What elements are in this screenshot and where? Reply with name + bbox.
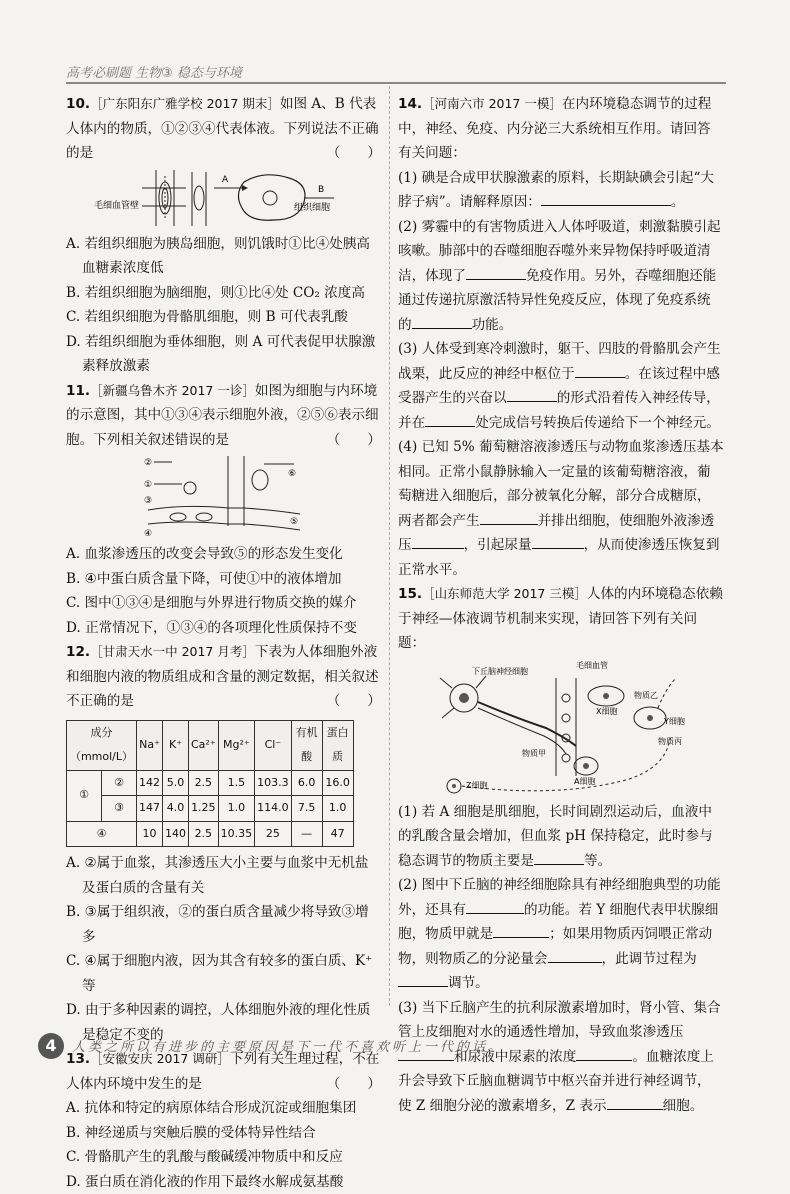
composition-table: [66, 720, 354, 848]
question-source: ［河南六市 2017 一模］: [422, 96, 562, 111]
col-na: Na⁺: [137, 720, 163, 770]
option-b: B. 若组织细胞为脑细胞，则①比④处 CO₂ 浓度高: [66, 281, 381, 306]
label-x-cell: X细胞: [596, 707, 617, 716]
label-tissue-cell: 组织细胞: [294, 201, 330, 213]
option-c: C. 骨骼肌产生的乳酸与酸碱缓冲物质中和反应: [66, 1145, 381, 1170]
q15-part-3: [398, 996, 724, 1119]
text: 。: [671, 194, 685, 210]
question-11: [66, 379, 381, 453]
option-c: C. 图中①③④是细胞与外界进行物质交换的媒介: [66, 591, 381, 616]
cell: 4.0: [163, 796, 189, 822]
question-12: [66, 640, 381, 714]
cell: 140: [163, 821, 189, 847]
header-label: 成分: [69, 721, 134, 746]
left-column: [66, 92, 381, 1194]
question-source: ［山东师范大学 2017 三模］: [422, 586, 587, 601]
q15-part-1: [398, 800, 724, 874]
answer-blank[interactable]: [507, 387, 557, 402]
label-capillary: 毛细血管壁: [94, 199, 139, 211]
option-a: A. 若组织细胞为胰岛细胞，则饥饿时①比④处胰高血糖素浓度低: [66, 232, 381, 281]
right-column: [398, 92, 724, 1118]
text: 。血糖浓度上升会导致下丘脑血糖调节中枢兴奋并进行神经调节，使 Z 细胞分泌的激素增多，Z 表示: [398, 1049, 714, 1114]
q15-part-2: [398, 873, 724, 996]
column-divider: [389, 86, 390, 1006]
text: (1) 碘是合成甲状腺激素的原料，长期缺碘会引起“大脖子病”。请解释原因：: [398, 170, 714, 211]
header-rule: [66, 82, 726, 84]
question-stem: 下列有关生理过程，不在人体内环境中发生的是: [66, 1051, 379, 1092]
text: (2) 图中下丘脑的神经细胞除具有神经细胞典型的功能外，还具有: [398, 877, 721, 918]
q11-diagram: [144, 454, 304, 540]
q15-diagram: [426, 658, 696, 798]
answer-blank[interactable]: [412, 534, 464, 549]
answer-bracket: （ ）: [327, 689, 381, 714]
text: ，引起尿量: [464, 537, 532, 553]
text: (3) 人体受到寒冷刺激时，躯干、四肢的骨骼肌会产生战栗，此反应的神经中枢位于: [398, 341, 721, 382]
q14-part-3: [398, 337, 724, 435]
question-source: ［广东阳东广雅学校 2017 期末］: [90, 96, 280, 111]
question-source: ［安徽安庆 2017 调研］: [90, 1051, 230, 1066]
cell: 25: [255, 821, 292, 847]
cell: 16.0: [322, 770, 353, 796]
answer-blank[interactable]: [607, 1095, 663, 1110]
text: 功能。: [472, 317, 513, 333]
cell: 6.0: [291, 770, 322, 796]
svg-text:⑥: ⑥: [288, 469, 296, 479]
text: 调节。: [448, 975, 489, 991]
answer-blank[interactable]: [575, 363, 625, 378]
col-mg: Mg²⁺: [218, 720, 255, 770]
cell: 1.5: [218, 770, 255, 796]
text: (4) 已知 5% 葡萄糖溶液渗透压与动物血浆渗透压基本相同。正常小鼠静脉输入一定量的该葡萄糖溶液，葡萄糖进入细胞后，部分被氧化分解，部分合成糖原，两者都会产生: [398, 439, 724, 529]
cell: 2.5: [189, 770, 219, 796]
option-b: B. 神经递质与突触后膜的受体特异性结合: [66, 1121, 381, 1146]
option-d: D. 由于多种因素的调控，人体细胞外液的理化性质是稳定不变的: [66, 998, 381, 1047]
svg-text:①: ①: [144, 480, 152, 490]
header-unit: （mmol/L）: [69, 745, 134, 770]
cell: 7.5: [291, 796, 322, 822]
question-stem: 在内环境稳态调节的过程中，神经、免疫、内分泌三大系统相互作用。请回答有关问题：: [398, 96, 711, 161]
question-15: [398, 582, 724, 656]
question-source: ［甘肃天水一中 2017 月考］: [90, 644, 255, 659]
label-capillary: 毛细血管: [576, 660, 608, 670]
label-substance-bing: 物质丙: [658, 736, 682, 746]
answer-blank[interactable]: [412, 314, 472, 329]
text: 等。: [584, 853, 611, 869]
label-substance-yi: 物质乙: [634, 690, 658, 700]
label-a: A: [222, 175, 229, 185]
row-group: ①: [67, 770, 102, 821]
answer-blank[interactable]: [466, 265, 526, 280]
answer-blank[interactable]: [532, 534, 584, 549]
answer-blank[interactable]: [548, 948, 602, 963]
cell: 1.25: [189, 796, 219, 822]
answer-blank[interactable]: [576, 1046, 632, 1061]
question-stem: 下表为人体细胞外液和细胞内液的物质组成和含量的测定数据，相关叙述不正确的是: [66, 644, 379, 709]
label-a-cell: A细胞: [574, 777, 595, 786]
option-a: A. ②属于血浆，其渗透压大小主要与血浆中无机盐及蛋白质的含量有关: [66, 851, 381, 900]
text: (2) 雾霾中的有害物质进入人体呼吸道，刺激黏膜引起咳嗽。肺部中的吞噬细胞吞噬外来异物保持呼吸道清洁，体现了: [398, 219, 721, 284]
text: ，此调节过程为: [602, 951, 697, 967]
table-row: [67, 796, 354, 822]
answer-bracket: （ ）: [327, 428, 381, 453]
q10-diagram: [94, 168, 354, 230]
svg-text:④: ④: [144, 529, 152, 539]
cell: —: [291, 821, 322, 847]
table-row: [67, 770, 354, 796]
row-id: ④: [67, 821, 137, 847]
question-14: [398, 92, 724, 166]
text: (3) 当下丘脑产生的抗利尿激素增加时，肾小管、集合管上皮细胞对水的通透性增加，导致血浆渗透压: [398, 1000, 721, 1041]
question-number: 11.: [66, 383, 90, 399]
question-stem: 人体的内环境稳态依赖于神经—体液调节机制来实现，请回答下列有关问题：: [398, 586, 723, 651]
cell: 2.5: [189, 821, 219, 847]
answer-blank[interactable]: [425, 412, 475, 427]
q14-part-2: [398, 215, 724, 338]
option-b: B. ③属于组织液，②的蛋白质含量减少将导致③增多: [66, 900, 381, 949]
question-number: 15.: [398, 586, 422, 602]
answer-blank[interactable]: [493, 923, 549, 938]
text: 。在该过程中感受器产生的兴奋以: [398, 366, 720, 407]
table-header-component: [67, 720, 137, 770]
answer-bracket: （ ）: [327, 1072, 381, 1097]
option-a: A. 抗体和特定的病原体结合形成沉淀或细胞集团: [66, 1096, 381, 1121]
cell: 142: [137, 770, 163, 796]
option-d: D. 蛋白质在消化液的作用下最终水解成氨基酸: [66, 1170, 381, 1194]
option-c: C. ④属于细胞内液，因为其含有较多的蛋白质、K⁺等: [66, 949, 381, 998]
answer-blank[interactable]: [480, 510, 538, 525]
cell: 47: [322, 821, 353, 847]
cell: 10.35: [218, 821, 255, 847]
cell: 1.0: [322, 796, 353, 822]
cell: 1.0: [218, 796, 255, 822]
option-b: B. ④中蛋白质含量下降，可使①中的液体增加: [66, 567, 381, 592]
answer-blank[interactable]: [398, 972, 448, 987]
running-header: 高考必刷题 生物③ 稳态与环境: [66, 62, 386, 82]
cell: 10: [137, 821, 163, 847]
text: 的形式沿着传入神经传导，并在: [398, 390, 720, 431]
text: 并排出细胞，使细胞外液渗透压: [398, 513, 714, 554]
text: ，从而使渗透压恢复到正常水平。: [398, 537, 720, 578]
cell: 147: [137, 796, 163, 822]
svg-text:③: ③: [144, 496, 152, 506]
col-protein: 蛋白质: [322, 720, 353, 770]
svg-text:⑤: ⑤: [290, 517, 298, 527]
cell: 5.0: [163, 770, 189, 796]
answer-blank[interactable]: [466, 899, 524, 914]
label-z-cell: Z细胞: [466, 781, 487, 790]
answer-blank[interactable]: [541, 191, 671, 206]
cell: 114.0: [255, 796, 292, 822]
label-substance-jia: 物质甲: [522, 748, 546, 758]
text: 和尿液中尿素的浓度: [454, 1049, 576, 1065]
option-a: A. 血浆渗透压的改变会导致⑤的形态发生变化: [66, 542, 381, 567]
table-row: [67, 821, 354, 847]
text: 免疫作用。另外，吞噬细胞还能通过传递抗原激活特异性免疫反应，体现了免疫系统的: [398, 268, 716, 333]
answer-blank[interactable]: [534, 850, 584, 865]
option-d: D. 若组织细胞为垂体细胞，则 A 可代表促甲状腺激素释放激素: [66, 330, 381, 379]
q14-part-1: [398, 166, 724, 215]
text: ；如果用物质丙饲喂正常动物，则物质乙的分泌量会: [398, 926, 712, 967]
question-10: [66, 92, 381, 166]
text: 的功能。若 Y 细胞代表甲状腺细胞，物质甲就是: [398, 902, 718, 943]
answer-bracket: （ ）: [327, 141, 381, 166]
option-c: C. 若组织细胞为骨骼肌细胞，则 B 可代表乳酸: [66, 305, 381, 330]
footer-quote: 人类之所以有进步的主要原因是下一代不喜欢听上一代的话。: [72, 1036, 572, 1055]
question-source: ［新疆乌鲁木齐 2017 一诊］: [90, 383, 255, 398]
question-stem: 如图为细胞与内环境的示意图，其中①③④表示细胞外液，②⑤⑥表示细胞。下列相关叙述错误的是: [66, 383, 379, 448]
question-number: 12.: [66, 644, 90, 660]
text: (1) 若 A 细胞是肌细胞，长时间剧烈运动后，血液中的乳酸含量会增加，但血浆 pH 保持稳定，此时参与稳态调节的物质主要是: [398, 804, 713, 869]
col-ca: Ca²⁺: [189, 720, 219, 770]
label-b: B: [318, 185, 324, 195]
text: 细胞。: [663, 1098, 704, 1114]
question-number: 14.: [398, 96, 422, 112]
option-d: D. 正常情况下，①③④的各项理化性质保持不变: [66, 616, 381, 641]
col-cl: Cl⁻: [255, 720, 292, 770]
row-id: ②: [102, 770, 137, 796]
question-number: 10.: [66, 96, 90, 112]
label-hypothalamus-neuron: 下丘脑神经细胞: [472, 666, 528, 676]
row-id: ③: [102, 796, 137, 822]
q14-part-4: [398, 435, 724, 582]
question-number: 13.: [66, 1051, 90, 1067]
text: 处完成信号转换后传递给下一个神经元。: [475, 415, 720, 431]
svg-text:②: ②: [144, 458, 152, 468]
page-number: 4: [38, 1033, 64, 1059]
col-k: K⁺: [163, 720, 189, 770]
question-stem: 如图 A、B 代表人体内的物质，①②③④代表体液。下列说法不正确的是: [66, 96, 379, 161]
cell: 103.3: [255, 770, 292, 796]
col-organic-acid: 有机酸: [291, 720, 322, 770]
label-y-cell: Y细胞: [663, 717, 685, 726]
